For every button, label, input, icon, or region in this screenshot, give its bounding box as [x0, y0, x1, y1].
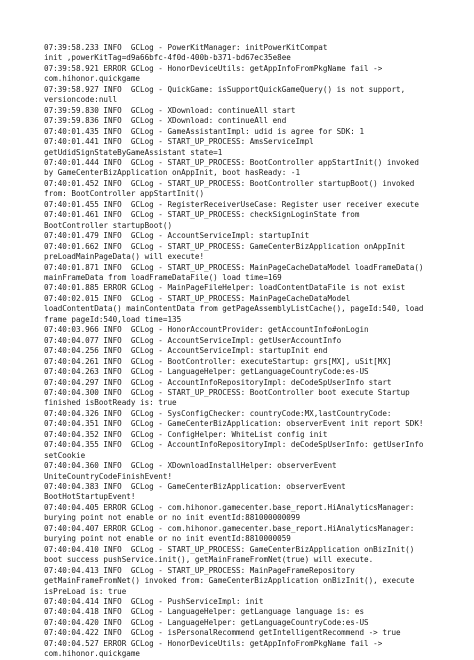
log-line: 07:40:04.077 INFO GCLog - AccountServiceImpl: getUserAccountInfo	[44, 335, 342, 345]
log-line: 07:40:04.413 INFO GCLog - START_UP_PROCESS: MainPageFrameRepository	[44, 565, 355, 575]
log-line: versioncode:null	[44, 95, 118, 105]
log-line: com.hihonor.quickgame	[44, 74, 141, 84]
log-line: getUdidSignStateByGameAssistant state=1	[44, 147, 223, 157]
log-line: 07:40:04.405 ERROR GCLog - com.hihonor.gamecenter.base_report.HiAnalyticsManager:	[44, 502, 415, 512]
log-line: 07:39:58.921 ERROR GCLog - HonorDeviceUtils: getAppInfoFromPkgName fail ->	[44, 63, 383, 73]
log-line: 07:40:01.435 INFO GCLog - GameAssistantImpl: udid is agree for SDK: 1	[44, 126, 365, 136]
log-line: from: BootController appStartInit()	[44, 189, 205, 199]
log-line: 07:39:59.836 INFO GCLog - XDownload: continueAll end	[44, 116, 287, 126]
log-line: 07:40:01.452 INFO GCLog - START_UP_PROCESS: BootController startupBoot() invoked	[44, 178, 415, 188]
log-line: getMainFrameFromNet() invoked from: GameCenterBizApplication onBizInit(), execute	[44, 576, 415, 586]
log-line: 07:40:01.871 INFO GCLog - START_UP_PROCESS: MainPageCacheDataModel loadFrameData()	[44, 262, 424, 272]
log-line: 07:40:01.461 INFO GCLog - START_UP_PROCESS: checkSignLoginState from	[44, 210, 360, 220]
log-line: com.hihonor.quickgame	[44, 649, 141, 659]
log-line: 07:40:04.407 ERROR GCLog - com.hihonor.gamecenter.base_report.HiAnalyticsManager:	[44, 523, 415, 533]
log-line: boot success pushService.init(), getMainFrameFromNet(true) will execute.	[44, 555, 374, 565]
log-line: 07:40:02.015 INFO GCLog - START_UP_PROCESS: MainPageCacheDataModel	[44, 293, 351, 303]
log-line: 07:40:04.410 INFO GCLog - START_UP_PROCESS: GameCenterBizApplication onBizInit()	[44, 544, 415, 554]
log-line: 07:40:01.479 INFO GCLog - AccountServiceImpl: startupInit	[44, 231, 310, 241]
log-line: init ,powerKitTag=d9a66bfc-4f0d-400b-b371-bd67ec35e8ee	[44, 53, 291, 63]
log-line: 07:39:59.830 INFO GCLog - XDownload: continueAll start	[44, 105, 296, 115]
log-line: 07:40:01.441 INFO GCLog - START_UP_PROCESS: AmsServiceImpl	[44, 137, 314, 147]
log-lines	[44, 43, 460, 660]
log-line: loadContentData() mainContentData from getPageAssemblyListCache(), pageId:540, load	[44, 304, 424, 314]
log-line: 07:40:04.261 INFO GCLog - BootController: executeStartup: grs[MX], uSit[MX]	[44, 356, 392, 366]
log-line: 07:40:04.352 INFO GCLog - ConfigHelper: WhiteList config init	[44, 429, 328, 439]
log-line: 07:40:04.383 INFO GCLog - GameCenterBizApplication: observerEvent	[44, 482, 346, 492]
log-line: 07:40:04.351 INFO GCLog - GameCenterBizApplication: observerEvent init report SDK!	[44, 419, 424, 429]
log-line: UniteCountryCodeFinishEvent!	[44, 471, 173, 481]
log-line: 07:40:03.966 INFO GCLog - HonorAccountProvider: getAccountInfo#onLogin	[44, 325, 369, 335]
log-line: 07:40:04.355 INFO GCLog - AccountInfoRepositoryImpl: deCodeSpUserInfo: getUserInfo	[44, 440, 424, 450]
log-line: mainFrameData from loadFrameDataFile() load time=169	[44, 272, 282, 282]
log-line: BootHotStartupEvent!	[44, 492, 136, 502]
log-line: 07:40:04.326 INFO GCLog - SysConfigChecker: countryCode:MX,lastCountryCode:	[44, 408, 392, 418]
log-line: 07:40:04.422 INFO GCLog - isPersonalRecommend getIntelligentRecommend -> true	[44, 628, 401, 638]
log-line: 07:40:04.360 INFO GCLog - XDownloadInstallHelper: observerEvent	[44, 461, 337, 471]
log-line: finished isBootReady is: true	[44, 398, 177, 408]
log-line: 07:39:58.233 INFO GCLog - PowerKitManager: initPowerKitCompat	[44, 43, 328, 52]
log-line: frame pageId:540,load time=135	[44, 314, 182, 324]
log-line: 07:40:04.420 INFO GCLog - LanguageHelper: getLanguageCountryCode:es-US	[44, 617, 369, 627]
log-line: preLoadMainPageData() will execute!	[44, 252, 205, 262]
log-line: 07:40:04.418 INFO GCLog - LanguageHelper: getLanguage language is: es	[44, 607, 365, 617]
log-line: BootController startupBoot()	[44, 220, 173, 230]
log-line: 07:39:58.927 INFO GCLog - QuickGame: isSupportQuickGameQuery() is not support,	[44, 84, 406, 94]
log-line: 07:40:04.256 INFO GCLog - AccountServiceImpl: startupInit end	[44, 346, 328, 356]
log-line: 07:40:04.297 INFO GCLog - AccountInfoRepositoryImpl: deCodeSpUserInfo start	[44, 377, 392, 387]
log-line: 07:40:04.414 INFO GCLog - PushServiceImpl: init	[44, 597, 264, 607]
log-line: 07:40:01.885 ERROR GCLog - MainPageFileHelper: loadContentDataFile is not exist	[44, 283, 406, 293]
log-line: 07:40:01.662 INFO GCLog - START_UP_PROCESS: GameCenterBizApplication onAppInit	[44, 241, 406, 251]
log-line: burying point not enable or no init eventId:881000000099	[44, 513, 301, 523]
log-line: 07:40:04.300 INFO GCLog - START_UP_PROCESS: BootController boot execute Startup	[44, 387, 410, 397]
log-line: by GameCenterBizApplication onAppInit, boot hasReady: -1	[44, 168, 301, 178]
log-line: burying point not enable or no init eventId:8810000059	[44, 534, 291, 544]
log-line: 07:40:01.455 INFO GCLog - RegisterReceiverUseCase: Register user receiver execute	[44, 199, 419, 209]
log-line: 07:40:04.527 ERROR GCLog - HonorDeviceUtils: getAppInfoFromPkgName fail ->	[44, 638, 383, 648]
log-line: 07:40:04.263 INFO GCLog - LanguageHelper: getLanguageCountryCode:es-US	[44, 367, 369, 377]
log-line: setCookie	[44, 450, 86, 460]
log-line: isPreLoad is: true	[44, 586, 127, 596]
log-line: 07:40:01.444 INFO GCLog - START_UP_PROCESS: BootController appStartInit() invoked	[44, 157, 419, 167]
